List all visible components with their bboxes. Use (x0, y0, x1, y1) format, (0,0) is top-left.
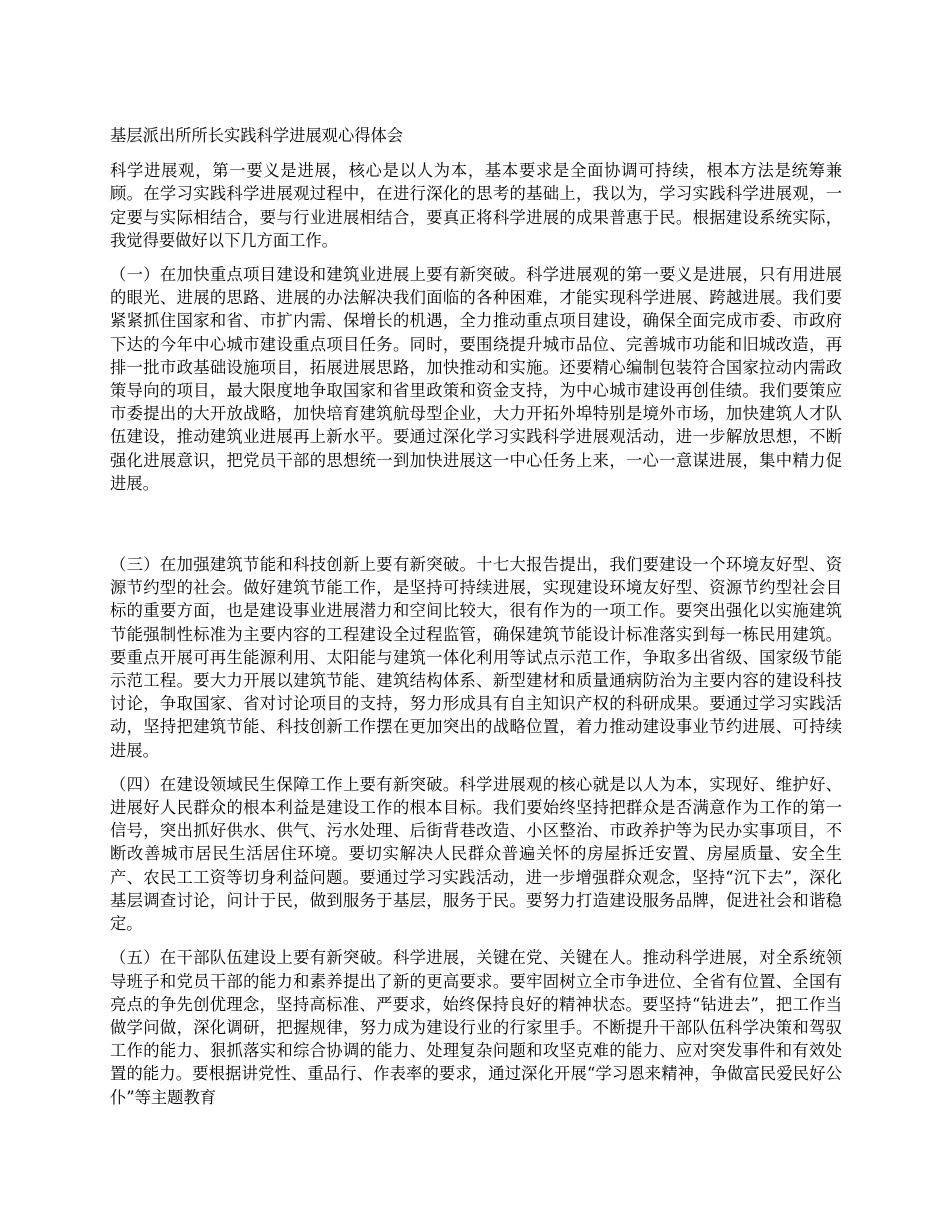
paragraph-section-5: （五）在干部队伍建设上要有新突破。科学进展，关键在党、关键在人。推动科学进展，对全系统领导班子和党员干部的能力和素养提出了新的更高要求。要牢固树立全市争进位、全省有位置、全国有亮点的争先创优理念，坚持高标准、严要求，始终保持良好的精神状态。要坚持“钻进去”，把工作当做学问做，深化调研，把握规律，努力成为建设行业的行家里手。不断提升干部队伍科学决策和驾驭工作的能力、狠抓落实和综合协调的能力、处理复杂问题和攻坚克难的能力、应对突发事件和有效处置的能力。要根据讲党性、重品行、作表率的要求，通过深化开展“学习恩来精神，争做富民爱民好公仆”等主题教育 (110, 948, 842, 1107)
paragraph-section-3: （三）在加强建筑节能和科技创新上要有新突破。十七大报告提出，我们要建设一个环境友好型、资源节约型的社会。做好建筑节能工作，是坚持可持续进展，实现建设环境友好型、资源节约型社会目标的重要方面，也是建设事业进展潜力和空间比较大，很有作为的一项工作。要突出强化以实施建筑节能强制性标准为主要内容的工程建设全过程监管，确保建筑节能设计标准落实到每一栋民用建筑。要重点开展可再生能源利用、太阳能与建筑一体化利用等试点示范工作，争取多出省级、国家级节能示范工程。要大力开展以建筑节能、建筑结构体系、新型建材和质量通病防治为主要内容的建设科技讨论，争取国家、省对讨论项目的支持，努力形成具有自主知识产权的科研成果。要通过学习实践活动，坚持把建筑节能、科技创新工作摆在更加突出的战略位置，着力推动建设事业节约进展、可持续进展。 (110, 555, 842, 760)
paragraph-section-4: （四）在建设领域民生保障工作上要有新突破。科学进展观的核心就是以人为本，实现好、维护好、进展好人民群众的根本利益是建设工作的根本目标。我们要始终坚持把群众是否满意作为工作的第一信号，突出抓好供水、供气、污水处理、后街背巷改造、小区整治、市政养护等为民办实事项目，不断改善城市居民生活居住环境。要切实解决人民群众普遍关怀的房屋拆迁安置、房屋质量、安全生产、农民工工资等切身利益问题。要通过学习实践活动，进一步增强群众观念，坚持“沉下去”，深化基层调查讨论，问计于民，做到服务于基层，服务于民。要努力打造建设服务品牌，促进社会和谐稳定。 (110, 774, 842, 934)
paragraph-section-1: （一）在加快重点项目建设和建筑业进展上要有新突破。科学进展观的第一要义是进展，只有用进展的眼光、进展的思路、进展的办法解决我们面临的各种困难，才能实现科学进展、跨越进展。我们要紧紧抓住国家和省、市扩内需、保增长的机遇，全力推动重点项目建设，确保全面完成市委、市政府下达的今年中心城市建设重点项目任务。同时，要围绕提升城市品位、完善城市功能和旧城改造，再排一批市政基础设施项目，拓展进展思路，加快推动和实施。还要精心编制包装符合国家拉动内需政策导向的项目，最大限度地争取国家和省里政策和资金支持，为中心城市建设再创佳绩。我们要策应市委提出的大开放战略，加快培育建筑航母型企业，大力开拓外埠特别是境外市场，加快建筑人才队伍建设，推动建筑业进展再上新水平。要通过深化学习实践科学进展观活动，进一步解放思想，不断强化进展意识，把党员干部的思想统一到加快进展这一中心任务上来，一心一意谋进展，集中精力促进展。 (110, 265, 842, 493)
document-page (110, 124, 842, 1120)
document-title: 基层派出所所长实践科学进展观心得体会 (110, 126, 404, 145)
paragraph-intro: 科学进展观，第一要义是进展，核心是以人为本，基本要求是全面协调可持续，根本方法是统筹兼顾。在学习实践科学进展观过程中，在进行深化的思考的基础上，我以为，学习实践科学进展观，一定要与实际相结合，要与行业进展相结合，要真正将科学进展的成果普惠于民。根据建设系统实际，我觉得要做好以下几方面工作。 (110, 161, 842, 250)
